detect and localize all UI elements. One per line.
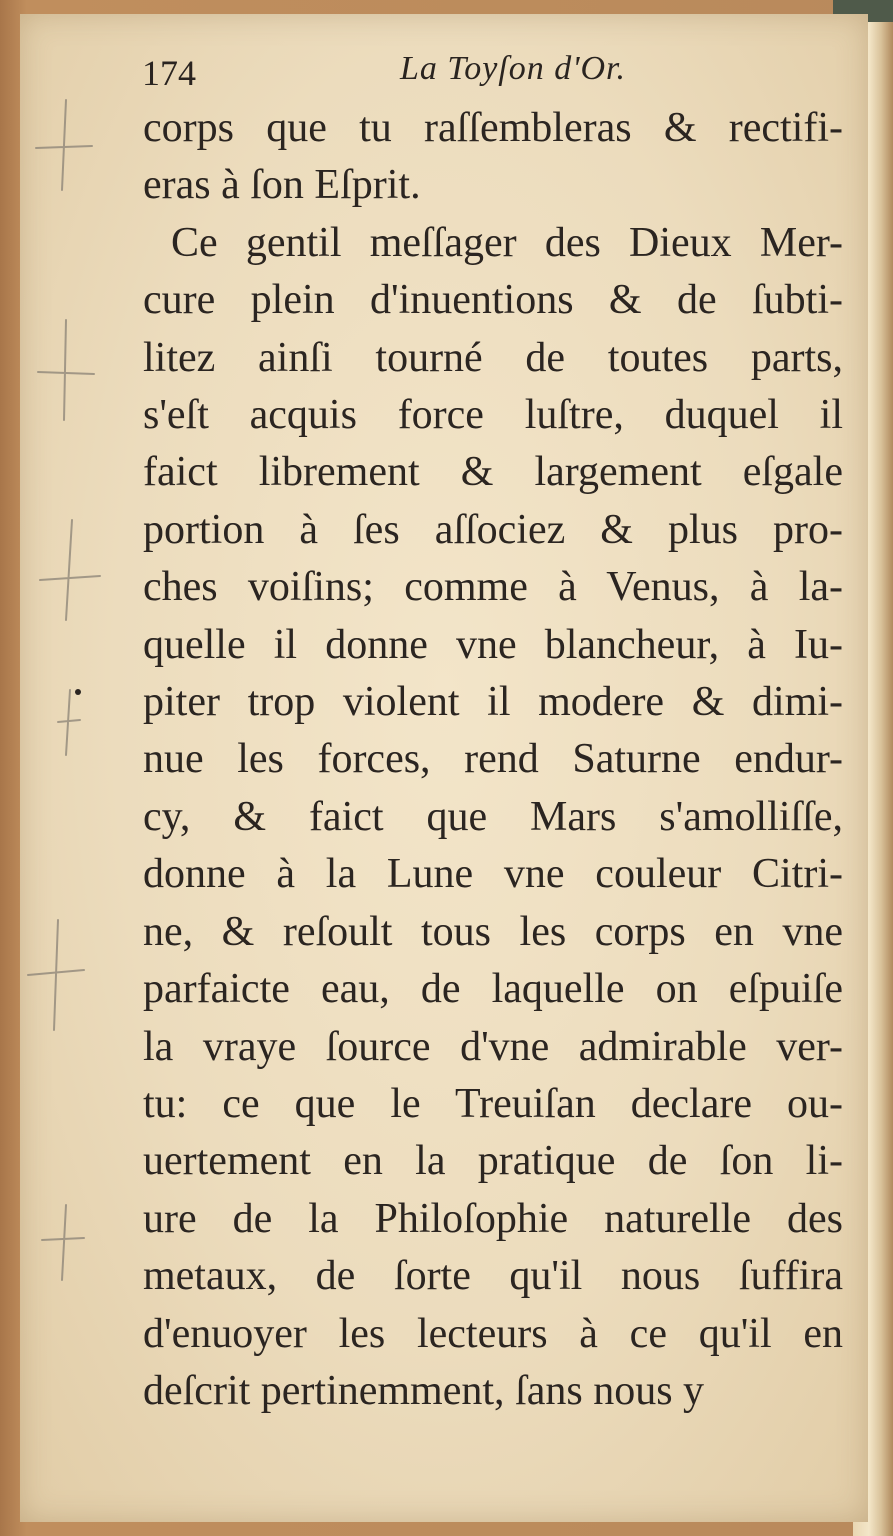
text-line: portion à ſes aſſociez & plus pro- — [143, 506, 843, 553]
text-line: piter trop violent il modere & dimi- — [143, 679, 843, 726]
text-line: corps que tu raſſembleras & rectifi- — [143, 105, 843, 151]
text-line: litez ainſi tourné de toutes parts, — [143, 334, 843, 381]
text-line: metaux, de ſorte qu'il nous ſuffira — [143, 1253, 843, 1300]
text-line: ure de la Philoſophie naturelle des — [143, 1195, 843, 1242]
page-body-text — [143, 100, 843, 1420]
text-line: donne à la Lune vne couleur Citri- — [143, 851, 843, 898]
text-line: deſcrit pertinemment, ſans nous y — [143, 1367, 705, 1414]
text-line: parfaicte eau, de laquelle on eſpuiſe — [143, 966, 843, 1013]
text-line: la vraye ſource d'vne admirable ver- — [143, 1023, 843, 1070]
running-title: La Toyſon d'Or. — [400, 50, 627, 87]
text-line: s'eſt acquis force luſtre, duquel il — [143, 392, 843, 439]
text-line: Ce gentil meſſager des Dieux Mer- — [171, 219, 843, 266]
text-line: faict librement & largement eſgale — [143, 449, 843, 496]
text-line: nue les forces, rend Saturne endur- — [143, 736, 843, 783]
text-line: cure plein d'inuentions & de ſubti- — [143, 277, 843, 324]
page-number: 174 — [142, 53, 196, 93]
text-line: d'enuoyer les lecteurs à ce qu'il en — [143, 1310, 843, 1357]
text-line: tu: ce que le Treuiſan declare ou- — [143, 1080, 843, 1127]
text-line: cy, & faict que Mars s'amolliſſe, — [143, 793, 843, 840]
text-line: eras à ſon Eſprit. — [143, 162, 421, 209]
text-line: uertement en la pratique de ſon li- — [143, 1138, 843, 1185]
text-line: quelle il donne vne blancheur, à Iu- — [143, 621, 843, 668]
text-line: ne, & reſoult tous les corps en vne — [143, 908, 843, 955]
text-line: ches voiſins; comme à Venus, à la- — [143, 564, 843, 611]
